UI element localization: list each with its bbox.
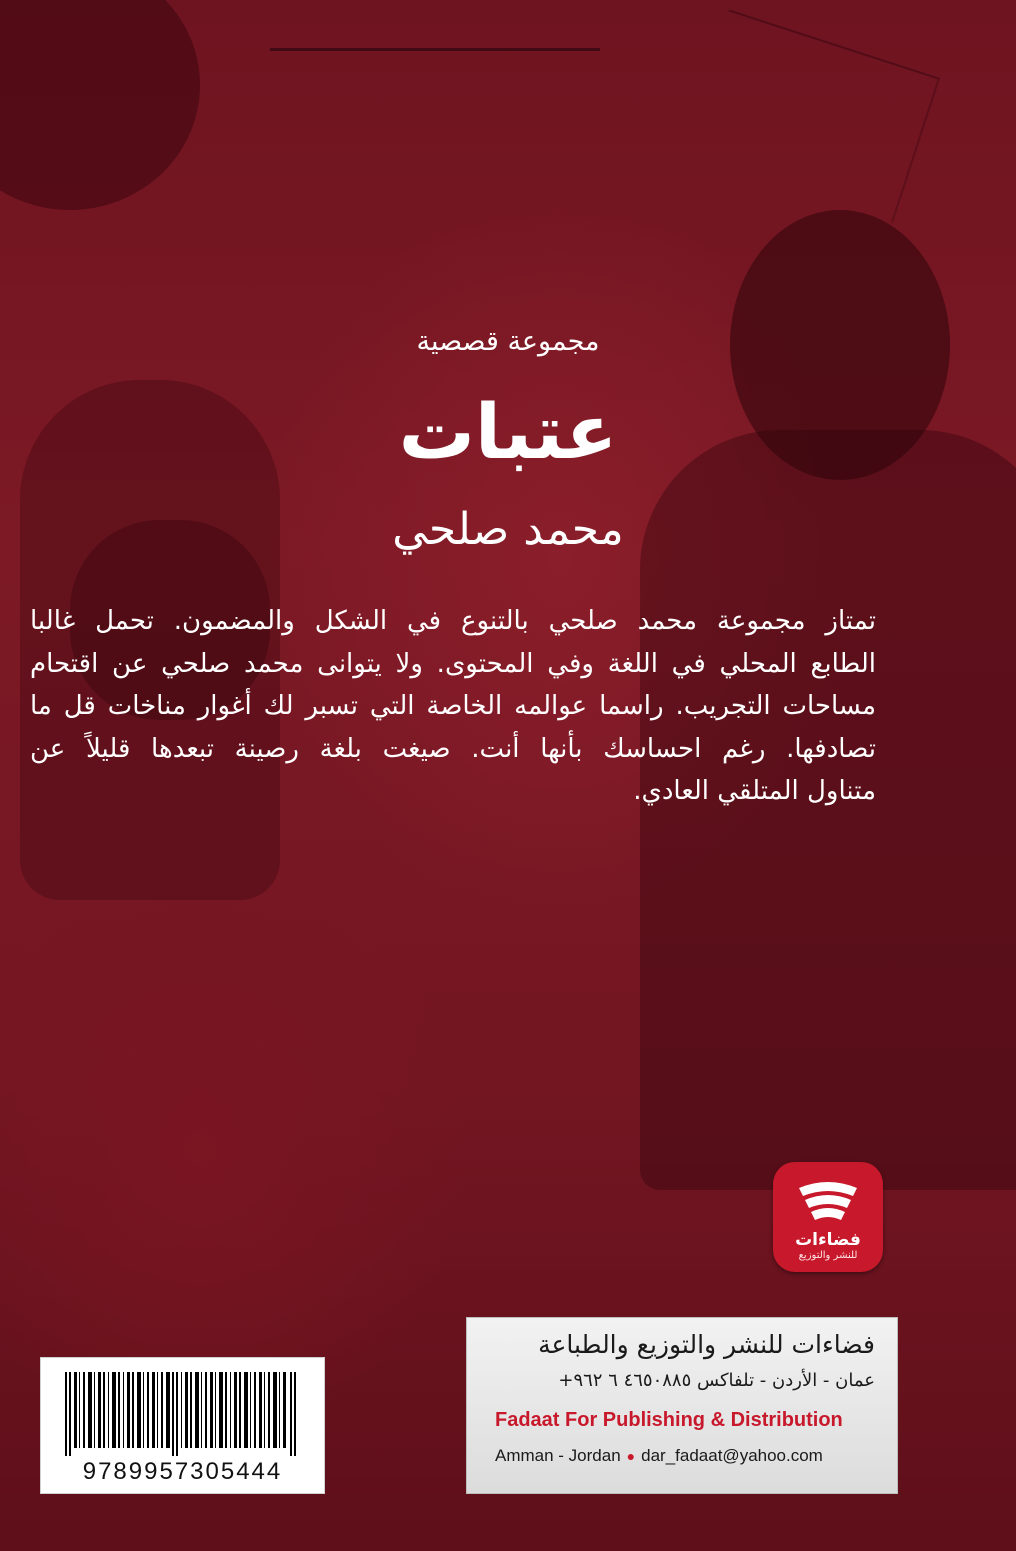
background-shape bbox=[0, 0, 200, 210]
blurb-text bbox=[30, 600, 876, 813]
logo-subtitle: للنشر والتوزيع bbox=[798, 1250, 858, 1261]
background-scratch bbox=[682, 9, 940, 222]
barcode-icon bbox=[65, 1372, 301, 1456]
blurb-line: الطابع المحلي في اللغة وفي المحتوى. ولا يتوانى محمد صلحي عن اقتحام bbox=[30, 648, 876, 679]
book-title: عتبات bbox=[398, 387, 618, 476]
publisher-address-arabic: عمان - الأردن - تلفاكس ٤٦٥٠٨٨٥ ٦ ٩٦٢+ bbox=[558, 1370, 875, 1391]
blurb-line: تمتاز مجموعة محمد صلحي بالتنوع في الشكل والمضمون. تحمل غالبا bbox=[30, 606, 876, 636]
publisher-logo bbox=[773, 1162, 883, 1272]
logo-wing-icon bbox=[795, 1178, 861, 1226]
publisher-email: dar_fadaat@yahoo.com bbox=[641, 1446, 823, 1465]
blurb-line: مساحات التجريب. راسما عوالمه الخاصة التي تسبر لك أغوار مناخات قل ما bbox=[30, 691, 876, 721]
publisher-info-box bbox=[466, 1317, 898, 1494]
bullet-icon: ● bbox=[626, 1448, 636, 1464]
background-line bbox=[270, 48, 600, 51]
publisher-name-english: Fadaat For Publishing & Distribution bbox=[495, 1409, 843, 1431]
publisher-contact-line bbox=[495, 1446, 823, 1466]
genre-label: مجموعة قصصية bbox=[416, 326, 600, 357]
publisher-name-arabic: فضاءات للنشر والتوزيع والطباعة bbox=[538, 1330, 875, 1359]
isbn-barcode bbox=[40, 1357, 325, 1494]
author-name: محمد صلحي bbox=[392, 504, 624, 555]
publisher-location: Amman - Jordan bbox=[495, 1446, 621, 1465]
blurb-line: متناول المتلقي العادي. bbox=[633, 776, 876, 806]
isbn-number: 9789957305444 bbox=[82, 1458, 283, 1485]
blurb-line: تصادفها. رغم احساسك بأنها أنت. صيغت بلغة رصينة تبعدها قليلاً عن bbox=[30, 733, 876, 764]
logo-name: فضاءات bbox=[795, 1230, 861, 1250]
